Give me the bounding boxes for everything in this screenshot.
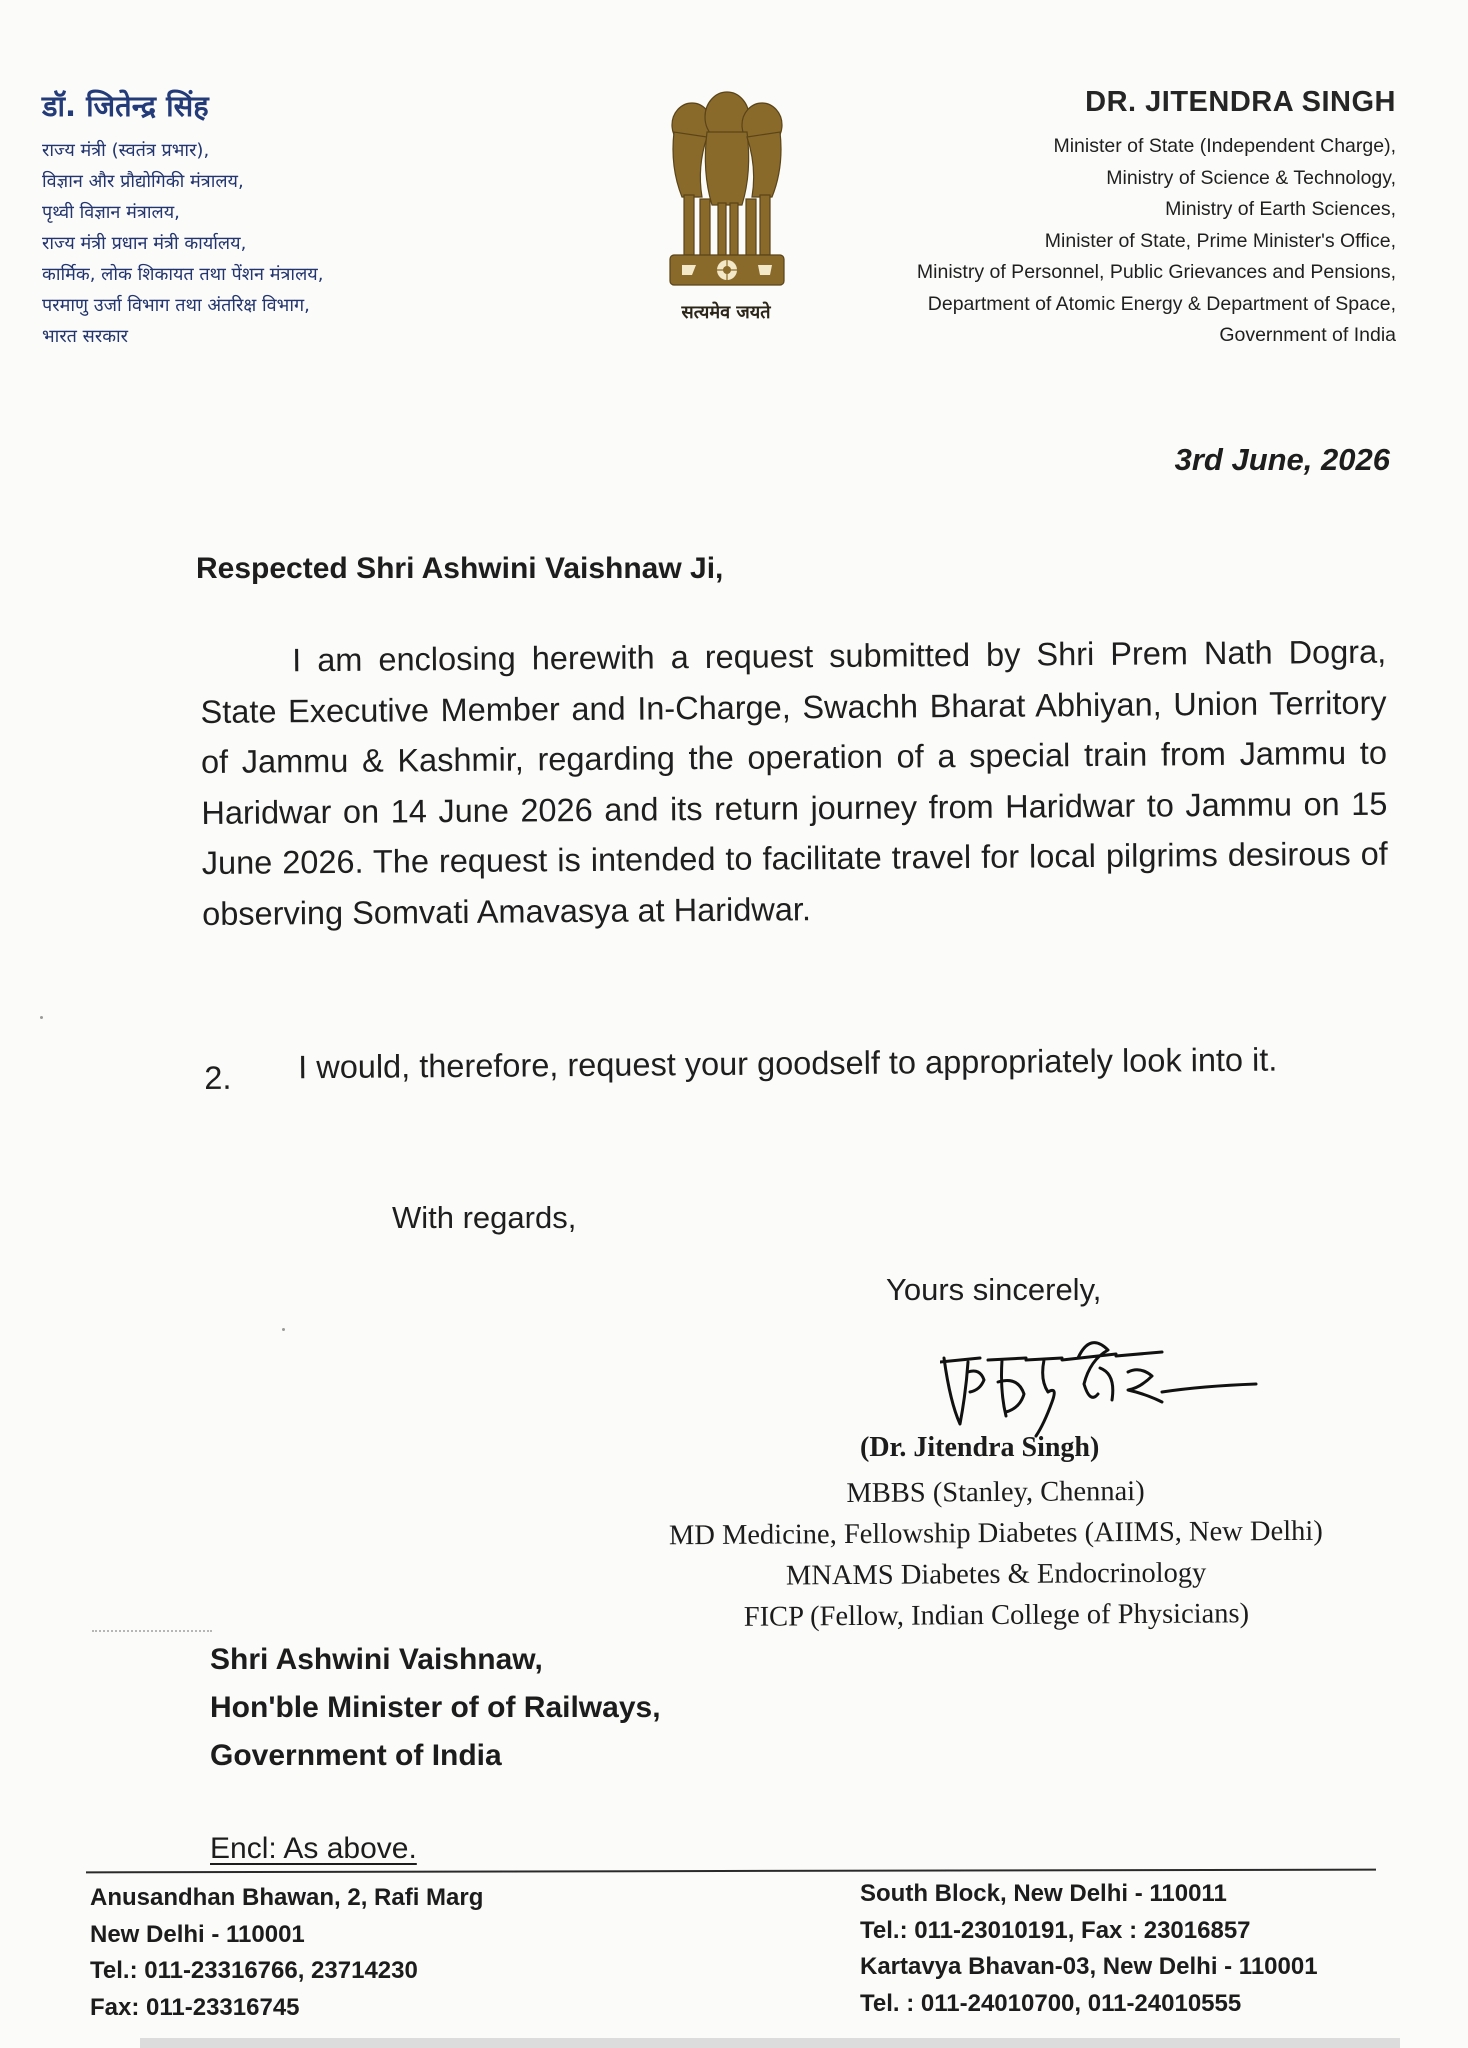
paragraph-2-text: I would, therefore, request your goodself to appropriately look into it. [298,1041,1278,1086]
scan-speck [282,1328,285,1331]
paragraph-2-number: 2. [204,1059,232,1096]
english-line: Department of Atomic Energy & Department of Space, [927,292,1396,315]
scan-speck [40,1016,43,1019]
emblem-motto: सत्यमेव जयते [681,302,771,323]
recipient-line: Hon'ble Minister of of Railways, [210,1691,661,1724]
qualification-line: FICP (Fellow, Indian College of Physicians) [743,1598,1250,1633]
handwritten-signature [940,1332,1260,1448]
qualifications [615,1469,1376,1638]
footer-line: Tel.: 011-23010191, Fax : 23016857 [860,1916,1251,1944]
letter-date: 3rd June, 2026 [1174,442,1390,477]
footer-line: South Block, New Delhi - 110011 [860,1880,1227,1907]
qualification-line: MBBS (Stanley, Chennai) [846,1475,1145,1510]
english-line: Ministry of Earth Sciences, [1165,198,1396,220]
footer-line: Kartavya Bhavan-03, New Delhi - 110001 [860,1953,1318,1980]
signatory-name: (Dr. Jitendra Singh) [860,1432,1100,1463]
footer-line: Tel.: 011-23316766, 23714230 [90,1957,418,1984]
salutation: Respected Shri Ashwini Vaishnaw Ji, [196,552,724,585]
footer-address-left [90,1880,483,2026]
qualification-line: MNAMS Diabetes & Endocrinology [785,1557,1207,1592]
footer-line: Tel. : 011-24010700, 011-24010555 [860,1989,1242,2017]
recipient-address [210,1636,661,1780]
paragraph-1: I am enclosing herewith a request submitted by Shri Prem Nath Dogra, State Executive Member and In-Charge, Swachh Bharat Abhiyan, Union Territory of Jammu & Kashmir, regarding the operation of a special train from Jammu to Haridwar on 14 June 2026 and its return journey from Haridwar to Jammu on 15 June 2026. The request is intended to facilitate travel for local pilgrims desirous of observing Somvati Amavasya at Haridwar. [200,633,1388,932]
english-line: Ministry of Personnel, Public Grievances and Pensions, [916,261,1396,283]
english-line: Minister of State (Independent Charge), [1053,135,1396,157]
hindi-line: भारत सरकार [42,326,129,347]
recipient-line: Government of India [210,1739,502,1772]
footer-divider [86,1869,1376,1874]
english-line: Ministry of Science & Technology, [1106,166,1396,189]
hindi-name: डॉ. जितेन्द्र सिंह [42,89,209,123]
footer-line: Fax: 011-23316745 [90,1993,300,2021]
enclosure-note: Encl: As above. [210,1832,417,1865]
qualification-line: MD Medicine, Fellowship Diabetes (AIIMS, New Delhi) [668,1515,1323,1552]
footer-line: Anusandhan Bhawan, 2, Rafi Marg [90,1884,484,1911]
recipient-line: Shri Ashwini Vaishnaw, [210,1643,543,1676]
hindi-line: विज्ञान और प्रौद्योगिकी मंत्रालय, [42,171,244,192]
english-name: DR. JITENDRA SINGH [1085,86,1396,118]
scan-artifact [92,1630,212,1632]
sign-off: Yours sincerely, [886,1272,1102,1307]
hindi-line: पृथ्वी विज्ञान मंत्रालय, [42,202,180,223]
paragraph-2 [204,1033,1384,1094]
page-edge [140,2038,1400,2048]
english-line: Minister of State, Prime Minister's Office, [1044,229,1396,252]
hindi-line: कार्मिक, लोक शिकायत तथा पेंशन मंत्रालय, [42,264,324,285]
hindi-line: परमाणु उर्जा विभाग तथा अंतरिक्ष विभाग, [42,295,310,316]
hindi-line: राज्य मंत्री प्रधान मंत्री कार्यालय, [42,233,247,254]
letterhead-english [776,86,1396,352]
english-line: Government of India [1219,324,1396,346]
letterhead-hindi [42,86,462,352]
hindi-line: राज्य मंत्री (स्वतंत्र प्रभार), [42,140,210,161]
footer-line: New Delhi - 110001 [90,1920,305,1948]
footer-address-right [860,1876,1318,2022]
closing: With regards, [392,1200,577,1235]
